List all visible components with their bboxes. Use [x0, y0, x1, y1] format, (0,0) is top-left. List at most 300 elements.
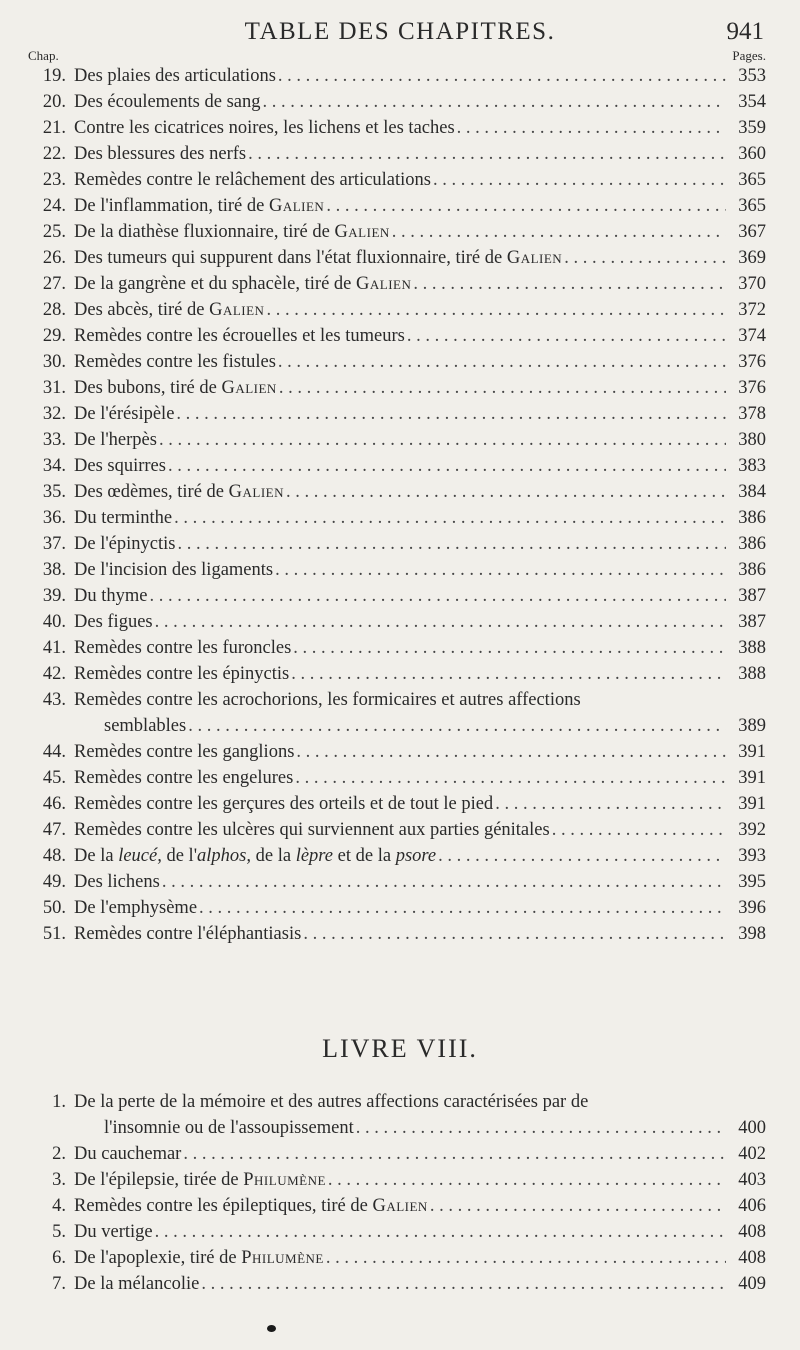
title-fragment: De la mélancolie — [74, 1274, 200, 1294]
chapter-number: 7. — [52, 1274, 66, 1294]
entry-line — [74, 609, 766, 635]
toc-entry — [0, 557, 800, 583]
chapter-number: 41. — [42, 638, 66, 658]
toc-entry — [0, 505, 800, 531]
entry-page-number: 391 — [738, 768, 766, 788]
title-fragment: Du terminthe — [74, 508, 173, 528]
entry-page-number: 393 — [738, 846, 766, 866]
title-fragment: De l'érésipèle — [74, 404, 175, 424]
entry-line — [74, 1219, 766, 1245]
entry-line — [74, 1193, 766, 1219]
chapter-number: 45. — [42, 768, 66, 788]
chapter-number: 2. — [52, 1144, 66, 1164]
entry-page-number: 408 — [738, 1222, 766, 1242]
entry-title — [74, 401, 174, 427]
title-fragment: Remèdes contre l'éléphantiasis — [74, 924, 302, 944]
chapter-number: 42. — [42, 664, 66, 684]
entry-title — [74, 453, 166, 479]
entry-title — [74, 635, 291, 661]
entry-title — [74, 791, 493, 817]
toc-entry — [0, 1167, 800, 1193]
title-fragment: Des squirres — [74, 456, 166, 476]
dot-leader — [199, 895, 726, 921]
toc-list-book-8 — [0, 1089, 800, 1297]
dot-leader — [326, 193, 726, 219]
toc-entry — [0, 1271, 800, 1297]
title-fragment: Remèdes contre les fistules — [74, 352, 276, 372]
dot-leader — [275, 557, 726, 583]
entry-page-number: 392 — [738, 820, 766, 840]
entry-title — [74, 141, 246, 167]
toc-entry — [0, 635, 800, 661]
dot-leader — [155, 1219, 726, 1245]
dot-leader — [155, 609, 726, 635]
title-fragment: De l'incision des ligaments — [74, 560, 274, 580]
chapter-number: 27. — [42, 274, 66, 294]
toc-entry — [0, 895, 800, 921]
chapter-number: 24. — [42, 196, 66, 216]
author-name: Galien — [356, 274, 412, 294]
chapter-number: 1. — [52, 1092, 66, 1112]
dot-leader — [326, 1245, 726, 1271]
dot-leader — [278, 63, 726, 89]
chapter-number: 26. — [42, 248, 66, 268]
title-fragment: De la gangrène et du sphacèle, tiré de — [74, 274, 356, 294]
entry-page-number: 354 — [738, 92, 766, 112]
toc-entry — [0, 1141, 800, 1167]
toc-entry — [0, 661, 800, 687]
chapter-number: 23. — [42, 170, 66, 190]
title-fragment: Des écoulements de sang — [74, 92, 261, 112]
entry-page-number: 395 — [738, 872, 766, 892]
toc-entry — [0, 791, 800, 817]
entry-line — [74, 401, 766, 427]
author-name: Galien — [228, 482, 284, 502]
entry-title-line: Remèdes contre les acrochorions, les formicaires et autres affections — [74, 690, 581, 710]
entry-title — [74, 63, 276, 89]
toc-entry — [0, 219, 800, 245]
entry-line — [74, 453, 766, 479]
entry-page-number: 384 — [738, 482, 766, 502]
chapter-number: 40. — [42, 612, 66, 632]
dot-leader — [495, 791, 726, 817]
entry-page-number: 398 — [738, 924, 766, 944]
title-fragment: Des figues — [74, 612, 153, 632]
dot-leader — [295, 765, 726, 791]
chapter-number: 37. — [42, 534, 66, 554]
entry-title — [74, 1167, 326, 1193]
dot-leader — [328, 1167, 726, 1193]
entry-page-number: 376 — [738, 352, 766, 372]
entry-line — [74, 869, 766, 895]
entry-title — [74, 1271, 199, 1297]
entry-line — [74, 505, 766, 531]
entry-title-line: De la perte de la mémoire et des autres affections caractérisées par de — [74, 1092, 589, 1112]
dot-leader — [266, 297, 726, 323]
entry-line — [74, 895, 766, 921]
toc-entry — [0, 349, 800, 375]
dot-leader — [248, 141, 726, 167]
entry-title — [74, 739, 294, 765]
entry-title — [74, 219, 390, 245]
chapter-number: 47. — [42, 820, 66, 840]
entry-title — [74, 323, 405, 349]
title-fragment: Remèdes contre les engelures — [74, 768, 294, 788]
entry-page-number: 403 — [738, 1170, 766, 1190]
author-name: Galien — [334, 222, 390, 242]
entry-line — [74, 661, 766, 687]
chapter-number: 21. — [42, 118, 66, 138]
title-fragment: Des lichens — [74, 872, 160, 892]
entry-line — [74, 219, 766, 245]
dot-leader — [407, 323, 726, 349]
entry-line — [74, 89, 766, 115]
title-fragment: de l' — [161, 846, 198, 866]
toc-entry — [0, 1245, 800, 1271]
chapter-number: 4. — [52, 1196, 66, 1216]
title-fragment: De la diathèse fluxionnaire, tiré de — [74, 222, 335, 242]
dot-leader — [433, 167, 726, 193]
entry-line — [74, 1167, 766, 1193]
entry-title — [74, 765, 293, 791]
toc-entry — [0, 687, 800, 739]
dot-leader — [201, 1271, 726, 1297]
title-fragment: semblables — [104, 716, 187, 736]
running-header — [0, 18, 800, 52]
entry-title — [74, 271, 411, 297]
title-fragment: Remèdes contre les écrouelles et les tumeurs — [74, 326, 405, 346]
author-name: Philumène — [241, 1248, 324, 1268]
entry-title — [74, 921, 301, 947]
author-name: Galien — [209, 300, 265, 320]
ornament-dot — [267, 1325, 276, 1332]
dot-leader — [168, 453, 726, 479]
entry-title — [74, 115, 455, 141]
title-fragment: De l'épinyctis — [74, 534, 176, 554]
entry-title — [74, 557, 273, 583]
chapter-number: 38. — [42, 560, 66, 580]
toc-entry — [0, 1193, 800, 1219]
title-fragment: l'insomnie ou de l'assoupissement — [104, 1118, 354, 1138]
entry-line — [74, 323, 766, 349]
entry-line — [74, 479, 766, 505]
entry-line — [74, 297, 766, 323]
entry-line — [74, 921, 766, 947]
entry-page-number: 406 — [738, 1196, 766, 1216]
entry-page-number: 391 — [738, 742, 766, 762]
toc-entry — [0, 89, 800, 115]
title-fragment: Du cauchemar — [74, 1144, 182, 1164]
toc-entry — [0, 843, 800, 869]
title-fragment: De la — [74, 846, 119, 866]
entry-page-number: 359 — [738, 118, 766, 138]
entry-line — [74, 167, 766, 193]
toc-entry — [0, 869, 800, 895]
chapter-number: 51. — [42, 924, 66, 944]
chapter-number: 43. — [42, 690, 66, 710]
entry-line — [74, 1141, 766, 1167]
entry-line — [74, 583, 766, 609]
toc-entry — [0, 739, 800, 765]
entry-line — [74, 349, 766, 375]
entry-title — [74, 427, 157, 453]
title-fragment: De l'apoplexie, tiré de — [74, 1248, 242, 1268]
toc-entry — [0, 479, 800, 505]
title-fragment: Du thyme — [74, 586, 148, 606]
entry-line — [74, 141, 766, 167]
dot-leader — [279, 375, 726, 401]
title-fragment: Des plaies des articulations — [74, 66, 276, 86]
dot-leader — [149, 583, 726, 609]
toc-list-book-7 — [0, 63, 800, 947]
chapter-number: 31. — [42, 378, 66, 398]
title-fragment: Contre les cicatrices noires, les lichens et les taches — [74, 118, 455, 138]
toc-entry — [0, 921, 800, 947]
dot-leader — [438, 843, 726, 869]
chapter-number: 3. — [52, 1170, 66, 1190]
entry-line — [74, 271, 766, 297]
entry-page-number: 386 — [738, 508, 766, 528]
title-fragment: Remèdes contre le relâchement des articulations — [74, 170, 432, 190]
dot-leader — [296, 739, 726, 765]
title-fragment: Des blessures des nerfs — [74, 144, 247, 164]
section-title: LIVRE VIII. — [322, 1034, 478, 1063]
dot-leader — [183, 1141, 726, 1167]
title-fragment: lèpre — [295, 846, 334, 866]
entry-title — [74, 609, 153, 635]
title-fragment: Remèdes contre les furoncles — [74, 638, 292, 658]
entry-title — [74, 1245, 324, 1271]
toc-entry — [0, 1219, 800, 1245]
entry-page-number: 387 — [738, 612, 766, 632]
author-name: Galien — [268, 196, 325, 216]
toc-entry — [0, 245, 800, 271]
toc-entry — [0, 427, 800, 453]
toc-entry — [0, 141, 800, 167]
entry-line — [74, 1271, 766, 1297]
toc-entry — [0, 453, 800, 479]
title-fragment: Du vertige — [74, 1222, 153, 1242]
entry-page-number: 387 — [738, 586, 766, 606]
dot-leader — [162, 869, 726, 895]
title-fragment: Remèdes contre les ganglions — [74, 742, 295, 762]
dot-leader — [457, 115, 726, 141]
entry-page-number: 367 — [738, 222, 766, 242]
chapter-column-header: Chap. — [28, 48, 59, 63]
chapter-number: 28. — [42, 300, 66, 320]
title-fragment: psore — [395, 846, 437, 866]
entry-title — [74, 869, 160, 895]
toc-entry — [0, 297, 800, 323]
dot-leader — [293, 635, 726, 661]
chapter-number: 44. — [42, 742, 66, 762]
toc-entry — [0, 765, 800, 791]
entry-page-number: 370 — [738, 274, 766, 294]
dot-leader — [188, 713, 726, 739]
title-fragment: De l'inflammation, tiré de — [74, 196, 269, 216]
toc-entry — [0, 63, 800, 89]
entry-line — [74, 1245, 766, 1271]
chapter-number: 29. — [42, 326, 66, 346]
dot-leader — [413, 271, 726, 297]
title-fragment: De l'épilepsie, tirée de — [74, 1170, 244, 1190]
entry-line — [74, 635, 766, 661]
entry-page-number: 409 — [738, 1274, 766, 1294]
entry-line — [74, 713, 766, 739]
entry-title — [74, 505, 172, 531]
entry-title — [74, 531, 175, 557]
pages-column-header: Pages. — [732, 48, 766, 63]
entry-line — [74, 791, 766, 817]
chapter-number: 30. — [42, 352, 66, 372]
entry-page-number: 386 — [738, 560, 766, 580]
entry-title — [74, 479, 284, 505]
entry-page-number: 391 — [738, 794, 766, 814]
entry-title — [74, 349, 276, 375]
toc-entry — [0, 817, 800, 843]
entry-title — [74, 895, 197, 921]
chapter-number: 6. — [52, 1248, 66, 1268]
title-fragment: de la — [251, 846, 296, 866]
entry-page-number: 396 — [738, 898, 766, 918]
chapter-number: 39. — [42, 586, 66, 606]
toc-entry — [0, 583, 800, 609]
toc-entry — [0, 167, 800, 193]
chapter-number: 20. — [42, 92, 66, 112]
page-number: 941 — [726, 18, 764, 45]
toc-entry — [0, 1089, 800, 1141]
chapter-number: 25. — [42, 222, 66, 242]
entry-page-number: 386 — [738, 534, 766, 554]
title-fragment: leucé, — [118, 846, 162, 866]
entry-page-number: 389 — [738, 716, 766, 736]
running-title: TABLE DES CHAPITRES. — [244, 18, 556, 45]
title-fragment: Des œdèmes, tiré de — [74, 482, 229, 502]
title-fragment: Remèdes contre les épinyctis — [74, 664, 290, 684]
dot-leader — [303, 921, 726, 947]
title-fragment: Des bubons, tiré de — [74, 378, 222, 398]
entry-page-number: 408 — [738, 1248, 766, 1268]
chapter-number: 33. — [42, 430, 66, 450]
title-fragment: Remèdes contre les gerçures des orteils et de tout le pied — [74, 794, 494, 814]
title-fragment: Des abcès, tiré de — [74, 300, 210, 320]
entry-line — [74, 557, 766, 583]
dot-leader — [159, 427, 726, 453]
entry-page-number: 369 — [738, 248, 766, 268]
chapter-number: 36. — [42, 508, 66, 528]
chapter-number: 50. — [42, 898, 66, 918]
toc-entry — [0, 375, 800, 401]
title-fragment: De l'emphysème — [74, 898, 198, 918]
dot-leader — [552, 817, 726, 843]
entry-line — [74, 531, 766, 557]
entry-page-number: 365 — [738, 196, 766, 216]
toc-entry — [0, 531, 800, 557]
title-fragment: Remèdes contre les épileptiques, tiré de — [74, 1196, 373, 1216]
dot-leader — [286, 479, 726, 505]
entry-line — [74, 245, 766, 271]
chapter-number: 32. — [42, 404, 66, 424]
toc-entry — [0, 323, 800, 349]
entry-page-number: 400 — [738, 1118, 766, 1138]
entry-title — [74, 245, 562, 271]
author-name: Galien — [221, 378, 277, 398]
entry-title — [74, 1141, 181, 1167]
entry-title — [104, 1115, 354, 1141]
chapter-number: 35. — [42, 482, 66, 502]
entry-page-number: 376 — [738, 378, 766, 398]
dot-leader — [291, 661, 726, 687]
dot-leader — [564, 245, 726, 271]
entry-page-number: 388 — [738, 664, 766, 684]
entry-page-number: 378 — [738, 404, 766, 424]
entry-line — [74, 765, 766, 791]
entry-line — [74, 739, 766, 765]
entry-line — [74, 817, 766, 843]
toc-entry — [0, 271, 800, 297]
entry-title — [74, 193, 324, 219]
title-fragment: Des tumeurs qui suppurent dans l'état fluxionnaire, tiré de — [74, 248, 507, 268]
entry-page-number: 372 — [738, 300, 766, 320]
chapter-number: 46. — [42, 794, 66, 814]
title-fragment: De l'herpès — [74, 430, 157, 450]
title-fragment: et de la — [333, 846, 396, 866]
entry-title — [74, 375, 277, 401]
entry-title — [74, 1193, 428, 1219]
toc-entry — [0, 609, 800, 635]
entry-page-number: 402 — [738, 1144, 766, 1164]
author-name: Galien — [506, 248, 563, 268]
entry-title — [74, 167, 431, 193]
chapter-number: 34. — [42, 456, 66, 476]
toc-entry — [0, 115, 800, 141]
entry-page-number: 353 — [738, 66, 766, 86]
dot-leader — [392, 219, 726, 245]
entry-title — [74, 661, 289, 687]
entry-page-number: 383 — [738, 456, 766, 476]
dot-leader — [278, 349, 726, 375]
entry-line — [74, 1115, 766, 1141]
entry-title — [74, 89, 260, 115]
entry-page-number: 360 — [738, 144, 766, 164]
chapter-number: 49. — [42, 872, 66, 892]
dot-leader — [430, 1193, 726, 1219]
entry-page-number: 365 — [738, 170, 766, 190]
chapter-number: 48. — [42, 846, 66, 866]
entry-title — [104, 713, 186, 739]
dot-leader — [174, 505, 726, 531]
title-fragment: alphos, — [197, 846, 251, 866]
author-name: Philumène — [243, 1170, 326, 1190]
entry-page-number: 388 — [738, 638, 766, 658]
dot-leader — [262, 89, 726, 115]
toc-entry — [0, 401, 800, 427]
entry-line — [74, 375, 766, 401]
entry-title — [74, 817, 550, 843]
entry-page-number: 380 — [738, 430, 766, 450]
entry-line — [74, 193, 766, 219]
entry-title — [74, 843, 436, 869]
author-name: Galien — [372, 1196, 428, 1216]
chapter-number: 5. — [52, 1222, 66, 1242]
dot-leader — [356, 1115, 726, 1141]
entry-line — [74, 115, 766, 141]
toc-entry — [0, 193, 800, 219]
entry-title — [74, 297, 264, 323]
chapter-number: 19. — [42, 66, 66, 86]
entry-page-number: 374 — [738, 326, 766, 346]
dot-leader — [176, 401, 726, 427]
